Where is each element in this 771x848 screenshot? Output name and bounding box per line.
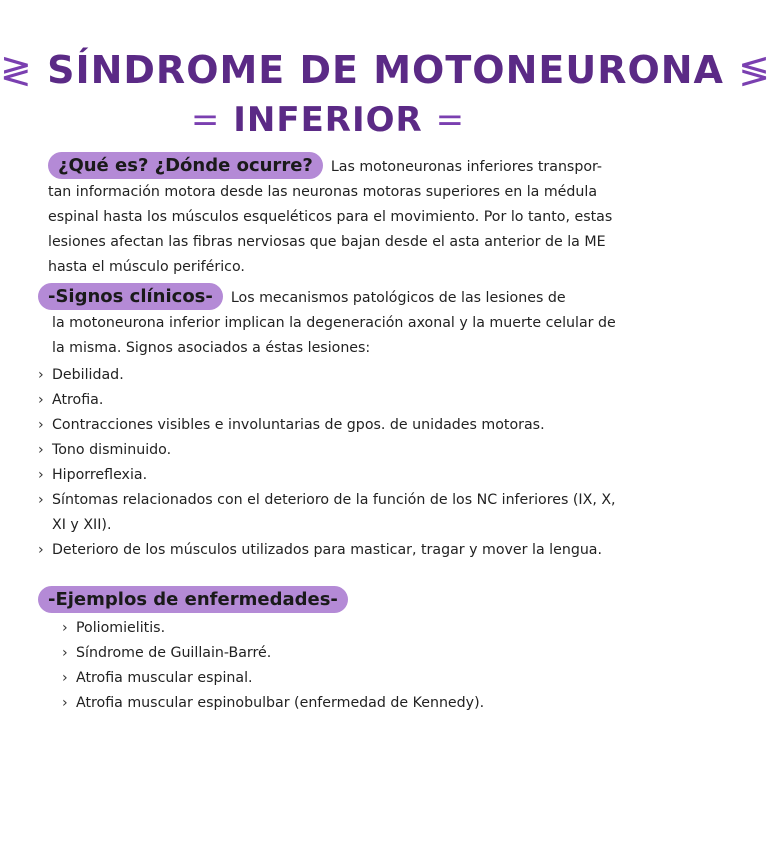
list-item: › Atrofia. xyxy=(38,388,620,413)
list-item: › Poliomielitis. xyxy=(38,616,620,641)
list-item: › Atrofia muscular espinal. xyxy=(38,666,620,691)
arrow-icon: › xyxy=(62,695,68,711)
title-deco-right: ≶ xyxy=(738,48,771,92)
list-item: › Debilidad. xyxy=(38,363,620,388)
section-clinical-signs-text-rest: la motoneurona inferior implican la degeneración axonal y la muerte celular de la misma. Signos asociados a éstas lesiones: xyxy=(52,315,616,356)
section-what-where xyxy=(48,152,618,280)
title-deco-left: ≷ xyxy=(0,48,33,92)
list-item: › Síndrome de Guillain-Barré. xyxy=(38,641,620,666)
arrow-icon: › xyxy=(62,620,68,636)
title-line-1 xyxy=(0,48,771,92)
arrow-icon: › xyxy=(38,542,44,558)
list-item: › Tono disminuido. xyxy=(38,438,620,463)
section-clinical-signs-heading: -Signos clínicos- xyxy=(38,283,223,310)
arrow-icon: › xyxy=(38,467,44,483)
arrow-icon: › xyxy=(38,492,44,508)
section-what-where-text-rest: tan información motora desde las neuronas motoras superiores en la médula espinal hasta los músculos esqueléticos para el movimiento. Por lo tanto, estas lesiones afectan las fibras nerviosas que bajan desde el asta anterior de la ME hasta el músculo periférico. xyxy=(48,184,613,275)
section-clinical-signs-text-first: Los mecanismos patológicos de las lesiones de xyxy=(230,290,566,306)
title-text-2: INFERIOR xyxy=(233,100,423,140)
arrow-icon: › xyxy=(38,442,44,458)
arrow-icon: › xyxy=(38,392,44,408)
list-item: › Deterioro de los músculos utilizados para masticar, tragar y mover la lengua. xyxy=(38,538,620,563)
section-clinical-signs xyxy=(38,283,620,563)
clinical-signs-list xyxy=(38,363,620,563)
list-item: › Síntomas relacionados con el deterioro de la función de los NC inferiores (IX, X, XI y XII). xyxy=(38,488,620,538)
title-deco-eq-left: = xyxy=(190,100,221,140)
section-disease-examples xyxy=(38,586,620,716)
section-what-where-heading: ¿Qué es? ¿Dónde ocurre? xyxy=(48,152,323,179)
disease-examples-list xyxy=(38,616,620,716)
list-item: › Atrofia muscular espinobulbar (enfermedad de Kennedy). xyxy=(38,691,620,716)
title-text-1: SÍNDROME DE MOTONEURONA xyxy=(47,48,724,92)
arrow-icon: › xyxy=(62,670,68,686)
arrow-icon: › xyxy=(38,417,44,433)
list-item: › Contracciones visibles e involuntarias de gpos. de unidades motoras. xyxy=(38,413,620,438)
section-what-where-text-first: Las motoneuronas inferiores transpor- xyxy=(330,159,603,175)
title-deco-eq-right: = xyxy=(435,100,466,140)
title-line-2 xyxy=(0,100,656,140)
list-item: › Hiporreflexia. xyxy=(38,463,620,488)
arrow-icon: › xyxy=(38,367,44,383)
arrow-icon: › xyxy=(62,645,68,661)
section-disease-examples-heading: -Ejemplos de enfermedades- xyxy=(38,586,348,613)
